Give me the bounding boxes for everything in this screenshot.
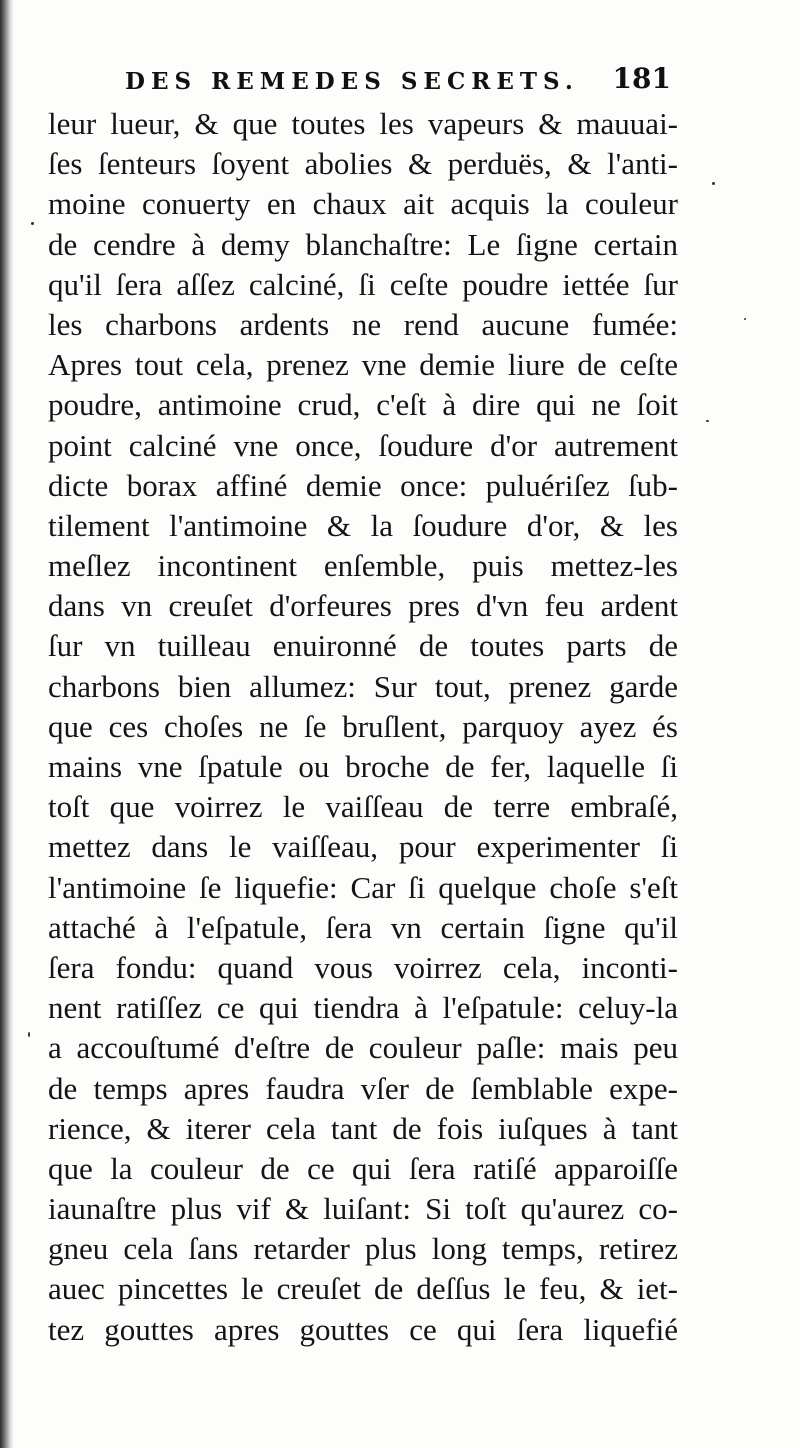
paper-speck (744, 318, 746, 320)
text-line: iaunaſtre plus vif & luiſant: Si toſt qu'aurez co- (48, 1191, 678, 1227)
text-line: mains vne ſpatule ou broche de fer, laquelle ſi (48, 749, 678, 784)
text-line: auec pincettes le creuſet de deſſus le feu, & iet- (48, 1271, 678, 1307)
text-line: moine conuerty en chaux ait acquis la couleur (48, 186, 678, 222)
text-line: gneu cela ſans retarder plus long temps, retirez (48, 1231, 678, 1267)
paper-speck (712, 182, 715, 185)
text-line: charbons bien allumez: Sur tout, prenez garde (48, 668, 678, 704)
paper-speck (31, 222, 34, 225)
text-line: nent ratiſſez ce qui tiendra à l'eſpatule: celuy-la (48, 990, 678, 1026)
paper-speck (28, 1032, 30, 1037)
text-line: de cendre à demy blanchaſtre: Le ſigne certain (48, 226, 678, 262)
text-line: ſes ſenteurs ſoyent abolies & perduës, & l'anti- (48, 146, 678, 182)
text-line: tez gouttes apres gouttes ce qui ſera liquefié (48, 1311, 678, 1347)
text-line: ſur vn tuilleau enuironné de toutes parts de (48, 628, 678, 664)
text-line: attaché à l'eſpatule, ſera vn certain ſigne qu'il (48, 909, 678, 945)
text-line: mettez dans le vaiſſeau, pour experimenter ſi (48, 829, 678, 865)
text-line: que la couleur de ce qui ſera ratiſé apparoiſſe (48, 1150, 678, 1186)
page-gutter-shadow (0, 0, 14, 1448)
text-line: point calciné vne once, ſoudure d'or autrement (48, 427, 678, 463)
text-line: leur lueur, & que toutes les vapeurs & mauuai- (48, 106, 678, 141)
text-line: meſlez incontinent enſemble, puis mettez-les (48, 548, 678, 584)
text-line: dans vn creuſet d'orfeures pres d'vn feu ardent (48, 588, 678, 624)
text-line: les charbons ardents ne rend aucune fumée: (48, 306, 678, 342)
text-line: l'antimoine ſe liquefie: Car ſi quelque choſe s'eſt (48, 869, 678, 905)
text-line: rience, & iterer cela tant de fois iuſques à tant (48, 1110, 678, 1146)
text-line: de temps apres faudra vſer de ſemblable expe- (48, 1070, 678, 1106)
text-line: a accouſtumé d'eſtre de couleur paſle: mais peu (48, 1030, 678, 1066)
text-line: que ces choſes ne ſe bruſlent, parquoy ayez és (48, 708, 678, 744)
text-line: tilement l'antimoine & la ſoudure d'or, & les (48, 507, 678, 543)
body-text (48, 104, 678, 1350)
paper-speck (706, 420, 709, 422)
text-line: qu'il ſera aſſez calciné, ſi ceſte poudre iettée ſur (48, 266, 678, 302)
text-line: poudre, antimoine crud, c'eſt à dire qui ne ſoit (48, 387, 678, 423)
text-line: ſera fondu: quand vous voirrez cela, inconti- (48, 949, 678, 985)
text-line: toſt que voirrez le vaiſſeau de terre embraſé, (48, 789, 678, 825)
running-head: DES REMEDES SECRETS. (125, 68, 579, 95)
text-line: dicte borax affiné demie once: puluériſez ſub- (48, 467, 678, 503)
text-line: Apres tout cela, prenez vne demie liure de ceſte (48, 347, 678, 383)
page-header (125, 58, 670, 98)
page-number: 181 (612, 62, 671, 95)
